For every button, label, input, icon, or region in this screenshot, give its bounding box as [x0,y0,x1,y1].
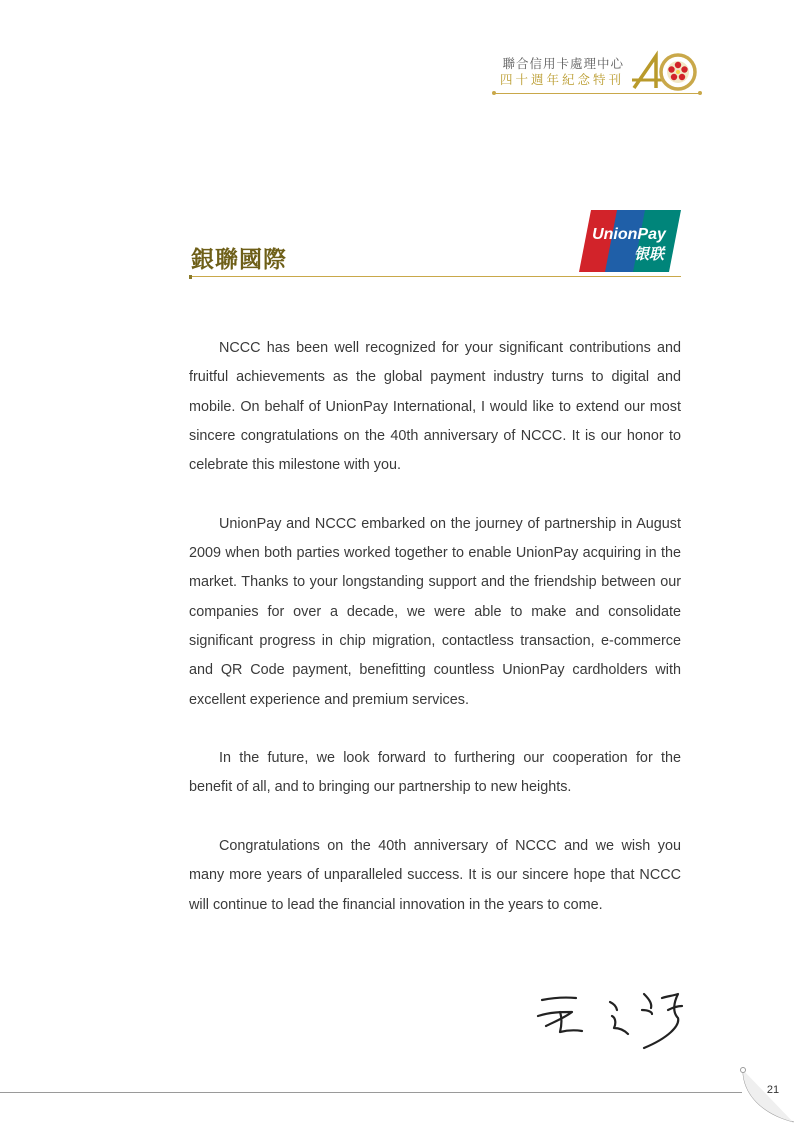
unionpay-logo-chinese: 银联 [633,245,665,263]
letter-body [189,334,681,949]
page-number: 21 [766,1084,780,1096]
publication-title-line2: 四十週年紀念特刊 [499,72,624,87]
footer-divider [0,1092,742,1093]
paragraph: UnionPay and NCCC embarked on the journey of partnership in August 2009 when both parties worked together to enable UnionPay acquiring in the market. Thanks to your longstanding support and the friendship between our companies for over a decade, we were able to make and consolidate significant progress in chip migration, contactless transaction, e-commerce and QR Code payment, benefitting countless UnionPay cardholders with excellent experience and premium services. [189,515,681,708]
publication-title [464,56,624,88]
unionpay-logo-brand: UnionPay [592,226,666,243]
unionpay-logo-icon [577,208,683,279]
section-title: 銀聯國際 [191,247,287,273]
paragraph: Congratulations on the 40th anniversary of NCCC and we wish you many more years of unparalleled success. It is our sincere hope that NCCC will continue to lead the financial innovation in the years to come. [189,838,681,913]
paragraph: In the future, we look forward to furthering our cooperation for the benefit of all, and to bringing our partnership to new heights. [189,750,681,796]
paragraph: NCCC has been well recognized for your significant contributions and fruitful achievements as the global payment industry turns to digital and mobile. On behalf of UnionPay International, I would like to extend our most sincere congratulations on the 40th anniversary of NCCC. It is our honor to celebrate this milestone with you. [189,340,681,474]
publication-title-line1: 聯合信用卡處理中心 [502,56,624,71]
handwritten-signature [532,982,702,1059]
header-divider [494,93,700,94]
anniversary-40-logo-icon [630,50,702,97]
